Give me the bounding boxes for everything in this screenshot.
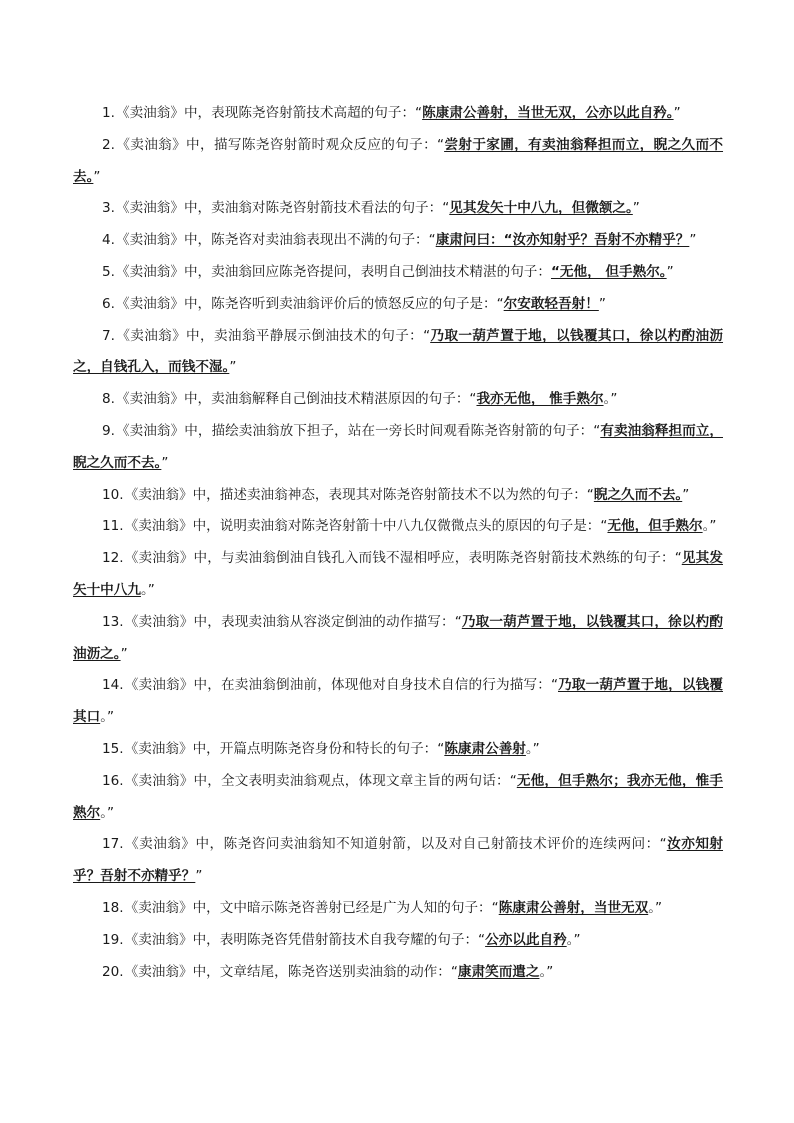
closing-quote: ”	[598, 295, 606, 312]
question-number: 15.	[102, 740, 124, 757]
question-number: 14.	[102, 677, 124, 694]
closing-quote: ”	[632, 200, 640, 217]
question-list	[73, 98, 723, 988]
question-item-1	[73, 98, 723, 130]
answer-text: 公亦以此自矜	[485, 931, 567, 948]
answer-text: “无他， 但手熟尔。	[550, 263, 667, 280]
question-item-2	[73, 130, 723, 194]
question-number: 9.	[102, 422, 115, 439]
question-prompt: 《卖油翁》中，说明卖油翁对陈尧咨射箭十中八九仅微微点头的原因的句子是：“	[124, 518, 608, 535]
question-number: 5.	[102, 263, 115, 280]
answer-text: 我亦无他， 惟手熟尔	[476, 391, 604, 408]
question-number: 1.	[102, 105, 115, 121]
closing-quote: ”	[682, 486, 690, 503]
question-number: 20.	[102, 963, 124, 980]
question-prompt: 《卖油翁》中，陈尧咨对卖油翁表现出不满的句子：“	[115, 232, 436, 249]
question-number: 6.	[102, 295, 115, 312]
question-number: 4.	[102, 232, 115, 249]
answer-text: 乃取一葫芦置于地，以钱覆其口，徐以杓酌油沥之，自钱孔入，而钱不湿。	[73, 327, 724, 376]
question-item-17	[73, 829, 723, 893]
question-item-4	[73, 225, 723, 257]
answer-text: 乃取一葫芦置于地，以钱覆其口，徐以杓酌油沥之。	[73, 613, 723, 662]
closing-quote: ”	[195, 868, 203, 885]
question-number: 7.	[102, 327, 115, 344]
closing-quote: ”	[120, 645, 128, 662]
question-prompt: 《卖油翁》中，陈尧咨问卖油翁知不知道射箭，以及对自己射箭技术评价的连续两问：“	[124, 836, 667, 853]
answer-text: 有卖油翁释担而立，睨之久而不去。	[73, 422, 723, 471]
closing-quote: 。”	[100, 709, 115, 726]
answer-text: 见其发矢十中八九，但微颔之。	[449, 200, 633, 217]
question-number: 2.	[102, 136, 115, 153]
answer-text: 无他，但手熟尔	[607, 518, 703, 535]
closing-quote: ”	[229, 359, 237, 376]
question-number: 17.	[102, 836, 124, 853]
question-prompt: 《卖油翁》中，表明陈尧咨凭借射箭技术自我夸耀的句子：“	[124, 931, 486, 948]
question-item-6	[73, 289, 723, 321]
question-item-7	[73, 321, 723, 385]
question-number: 19.	[102, 931, 124, 948]
answer-text: 乃取一葫芦置于地，以钱覆其口	[73, 677, 723, 726]
question-item-11	[73, 511, 723, 543]
question-item-15	[73, 734, 723, 766]
closing-quote: ”	[666, 263, 674, 280]
answer-text: 汝亦知射乎？吾射不亦精乎？	[73, 836, 724, 885]
closing-quote: 。”	[525, 740, 540, 757]
answer-text: 尔安敢轻吾射！	[503, 295, 599, 312]
question-prompt: 《卖油翁》中，文章结尾，陈尧咨送别卖油翁的动作：“	[124, 963, 458, 980]
answer-text: 陈康肃公善射，当世无双，公亦以此自矜。	[422, 105, 674, 121]
closing-quote: 。”	[603, 391, 618, 408]
answer-text: 尝射于家圃，有卖油翁释担而立，睨之久而不去。	[73, 136, 724, 185]
answer-text: 睨之久而不去。	[593, 486, 683, 503]
question-number: 13.	[102, 613, 124, 630]
question-item-14	[73, 670, 723, 734]
question-number: 10.	[102, 486, 124, 503]
closing-quote: 。”	[140, 581, 155, 598]
question-prompt: 《卖油翁》中，卖油翁平静展示倒油技术的句子：“	[115, 327, 431, 344]
question-prompt: 《卖油翁》中，描写陈尧咨射箭时观众反应的句子：“	[115, 136, 445, 153]
closing-quote: ”	[673, 105, 681, 121]
closing-quote: ”	[93, 168, 101, 185]
question-item-5	[73, 257, 723, 289]
question-prompt: 《卖油翁》中，文中暗示陈尧咨善射已经是广为人知的句子：“	[124, 899, 499, 916]
question-prompt: 《卖油翁》中，描述卖油翁神态，表现其对陈尧咨射箭技术不以为然的句子：“	[124, 486, 594, 503]
question-prompt: 《卖油翁》中，全文表明卖油翁观点，体现文章主旨的两句话：“	[124, 772, 517, 789]
question-item-12	[73, 543, 723, 607]
answer-text: 见其发矢十中八九	[73, 550, 723, 598]
question-prompt: 《卖油翁》中，卖油翁回应陈尧咨提问，表明自己倒油技术精湛的句子：	[115, 263, 551, 280]
question-item-16	[73, 766, 723, 830]
closing-quote: ”	[689, 232, 697, 249]
closing-quote: 。”	[702, 518, 717, 535]
question-prompt: 《卖油翁》中，描绘卖油翁放下担子，站在一旁长时间观看陈尧咨射箭的句子：“	[115, 422, 601, 439]
closing-quote: 。”	[566, 931, 581, 948]
question-prompt: 《卖油翁》中，卖油翁解释自己倒油技术精湛原因的句子：“	[115, 391, 477, 408]
question-item-10	[73, 480, 723, 512]
question-number: 8.	[102, 391, 115, 408]
question-prompt: 《卖油翁》中，表现陈尧咨射箭技术高超的句子：“	[115, 105, 423, 121]
question-prompt: 《卖油翁》中，陈尧咨听到卖油翁评价后的愤怒反应的句子是：“	[115, 295, 504, 312]
closing-quote: 。”	[539, 963, 554, 980]
question-item-19	[73, 925, 723, 957]
answer-text: 陈康肃公善射	[444, 740, 526, 757]
question-item-13	[73, 607, 723, 671]
question-item-3	[73, 193, 723, 225]
question-item-18	[73, 893, 723, 925]
question-prompt: 《卖油翁》中，卖油翁对陈尧咨射箭技术看法的句子：“	[115, 200, 450, 217]
answer-text: 康肃笑而遣之	[457, 963, 540, 980]
closing-quote: 。”	[100, 804, 115, 821]
closing-quote: ”	[161, 454, 169, 471]
closing-quote: 。”	[648, 899, 663, 916]
answer-text: 康肃问曰：“汝亦知射乎？吾射不亦精乎？	[435, 232, 690, 249]
question-number: 11.	[102, 518, 124, 535]
question-item-9	[73, 416, 723, 480]
question-number: 16.	[102, 772, 124, 789]
question-prompt: 《卖油翁》中，与卖油翁倒油自钱孔入而钱不湿相呼应，表明陈尧咨射箭技术熟练的句子：“	[124, 550, 682, 567]
question-prompt: 《卖油翁》中，表现卖油翁从容淡定倒油的动作描写：“	[124, 613, 462, 630]
question-item-8	[73, 384, 723, 416]
question-number: 12.	[102, 550, 124, 567]
question-number: 3.	[102, 200, 115, 217]
question-prompt: 《卖油翁》中，开篇点明陈尧咨身份和特长的句子：“	[124, 740, 445, 757]
question-item-20	[73, 957, 723, 989]
answer-text: 无他，但手熟尔；我亦无他，惟手熟尔	[73, 772, 724, 821]
answer-text: 陈康肃公善射，当世无双	[498, 899, 649, 916]
question-prompt: 《卖油翁》中，在卖油翁倒油前，体现他对自身技术自信的行为描写：“	[124, 677, 559, 694]
question-number: 18.	[102, 899, 124, 916]
